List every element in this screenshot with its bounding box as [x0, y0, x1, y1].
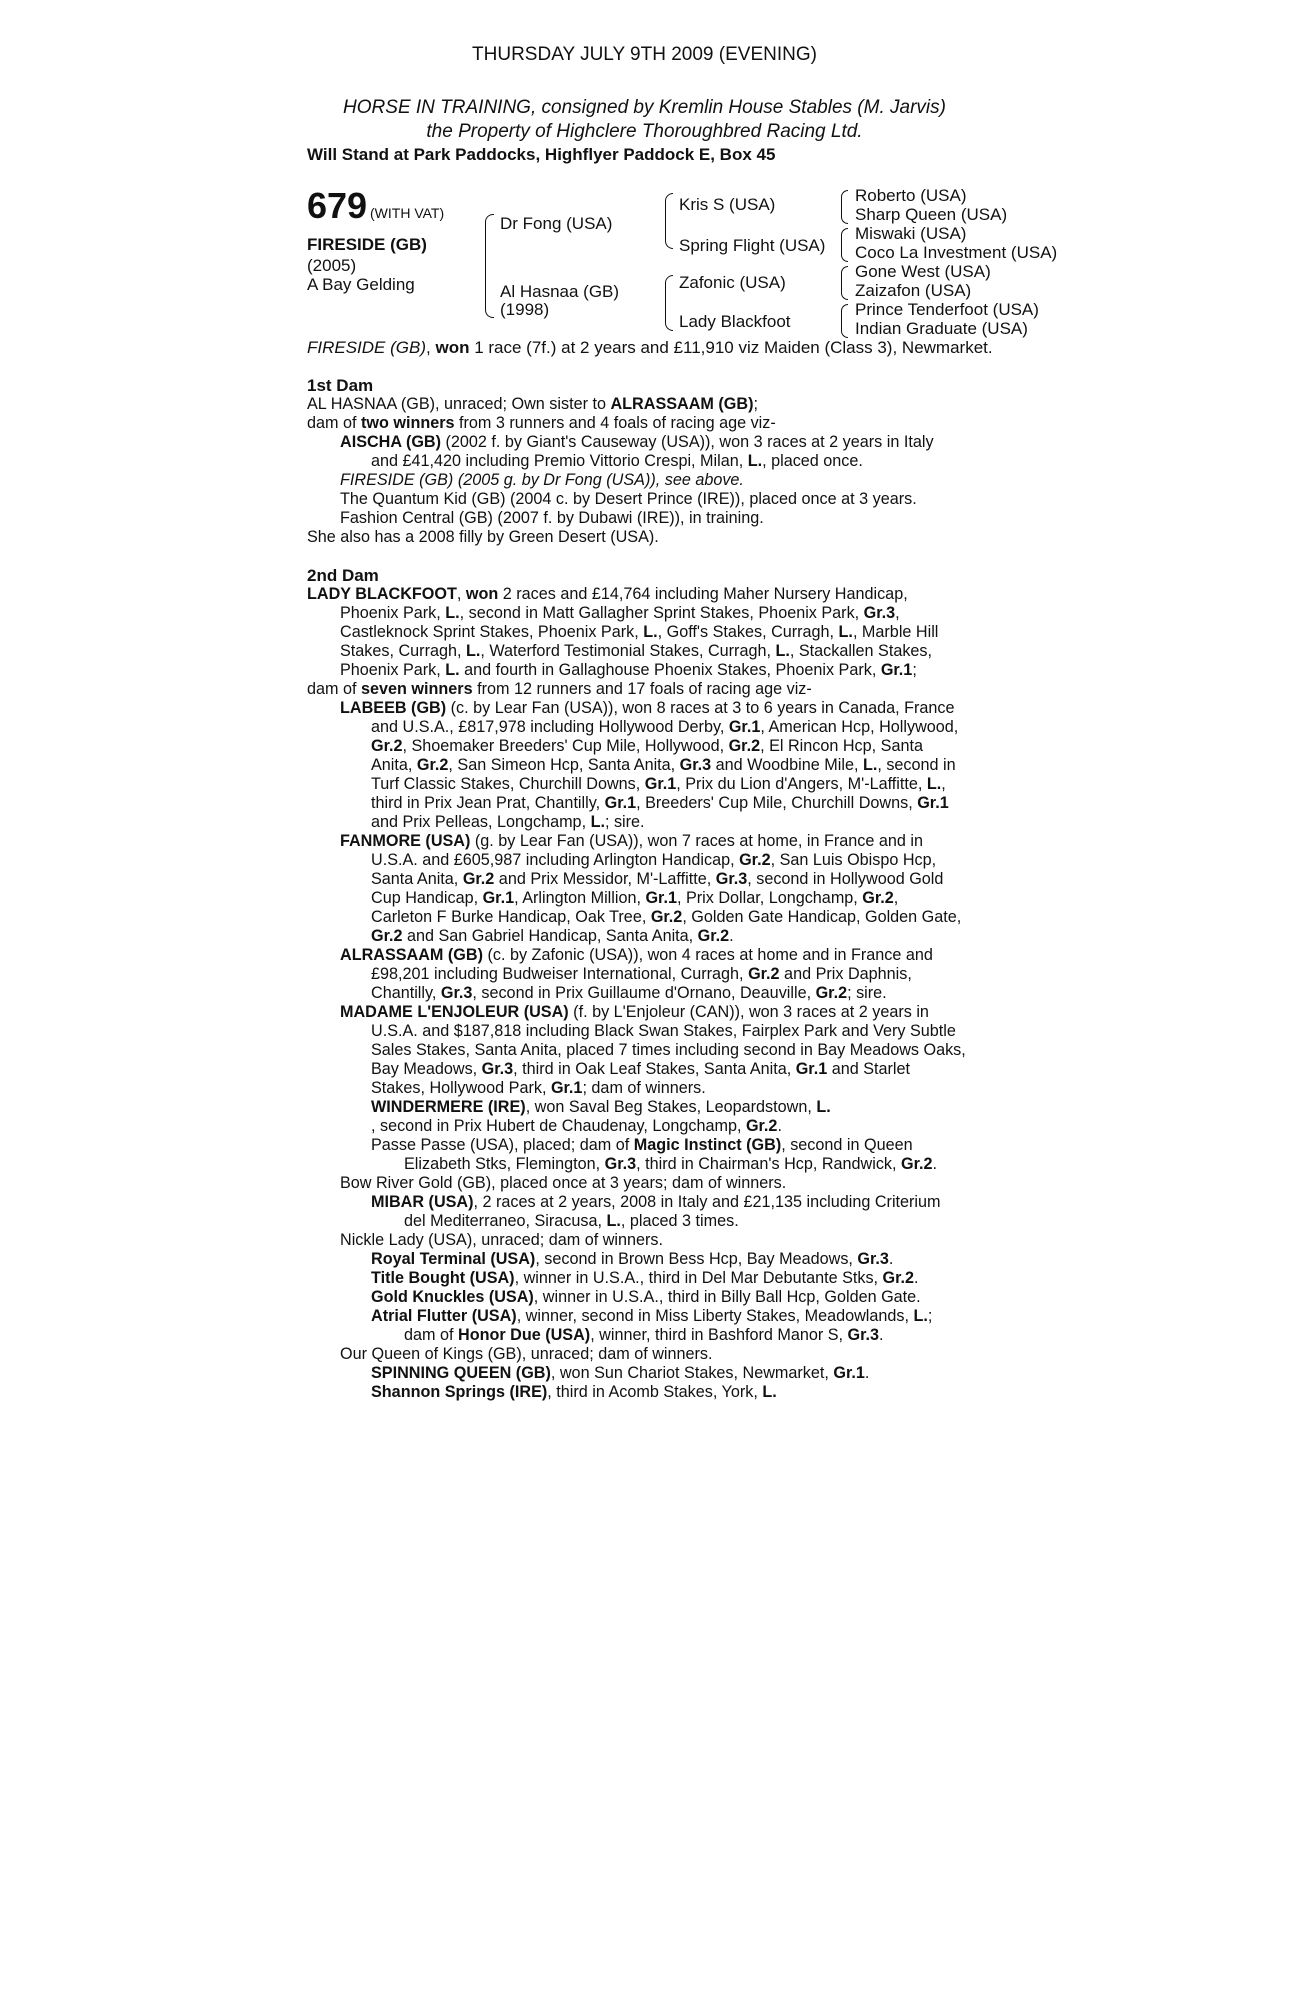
produce-passe-passe: Passe Passe (USA), placed; dam of Magic Instinct (GB), second in Queen [371, 1136, 913, 1154]
lady-blackfoot-line-4: Stakes, Curragh, L., Waterford Testimonial Stakes, Curragh, L., Stackallen Stakes, [340, 642, 933, 660]
ggp-8: Indian Graduate (USA) [855, 319, 1028, 338]
pedigree-sire-sire: Kris S (USA) [679, 195, 776, 214]
second-dam-title: 2nd Dam [307, 566, 379, 585]
produce-madame-cont: Stakes, Hollywood Park, Gr.1; dam of winners. [371, 1079, 706, 1097]
stand-location: Will Stand at Park Paddocks, Highflyer Paddock E, Box 45 [307, 145, 776, 164]
produce-madame-cont: Bay Meadows, Gr.3, third in Oak Leaf Stakes, Santa Anita, Gr.1 and Starlet [371, 1060, 911, 1078]
pedigree-dam-sire: Zafonic (USA) [679, 273, 786, 292]
brace-ggp-4 [841, 304, 848, 338]
produce-labeeb-cont: Turf Classic Stakes, Churchill Downs, Gr.1, Prix du Lion d'Angers, M'-Laffitte, L., [371, 775, 946, 793]
pedigree-sire: Dr Fong (USA) [500, 214, 613, 233]
produce-nickle-lady: Nickle Lady (USA), unraced; dam of winners. [340, 1231, 663, 1249]
produce-bow-river-gold: Bow River Gold (GB), placed once at 3 years; dam of winners. [340, 1174, 787, 1192]
produce-alrassaam-cont: £98,201 including Budweiser International, Curragh, Gr.2 and Prix Daphnis, [371, 965, 912, 983]
ggp-6: Zaizafon (USA) [855, 281, 972, 300]
brace-sire [665, 193, 673, 249]
brace-gen1 [485, 214, 494, 318]
produce-quantum-kid: The Quantum Kid (GB) (2004 c. by Desert Prince (IRE)), placed once at 3 years. [340, 490, 917, 508]
produce-gold-knuckles: Gold Knuckles (USA), winner in U.S.A., third in Billy Ball Hcp, Golden Gate. [371, 1288, 921, 1306]
produce-mibar: MIBAR (USA), 2 races at 2 years, 2008 in Italy and £21,135 including Criterium [371, 1193, 941, 1211]
produce-madame-cont: Sales Stakes, Santa Anita, placed 7 times including second in Bay Meadows Oaks, [371, 1041, 966, 1059]
produce-fanmore-cont: U.S.A. and £605,987 including Arlington Handicap, Gr.2, San Luis Obispo Hcp, [371, 851, 937, 869]
sale-date: THURSDAY JULY 9TH 2009 (EVENING) [472, 44, 817, 65]
first-dam-title: 1st Dam [307, 376, 374, 395]
pedigree-dam-year: (1998) [500, 300, 550, 319]
produce-fanmore-cont: Santa Anita, Gr.2 and Prix Messidor, M'-Laffitte, Gr.3, second in Hollywood Gold [371, 870, 944, 888]
race-summary: FIRESIDE (GB), won 1 race (7f.) at 2 years and £11,910 viz Maiden (Class 3), Newmarket. [307, 338, 993, 357]
produce-labeeb-cont: Anita, Gr.2, San Simeon Hcp, Santa Anita, Gr.3 and Woodbine Mile, L., second in [371, 756, 956, 774]
produce-atrial-flutter: Atrial Flutter (USA), winner, second in Miss Liberty Stakes, Meadowlands, L.; [371, 1307, 933, 1325]
produce-title-bought: Title Bought (USA), winner in U.S.A., third in Del Mar Debutante Stks, Gr.2. [371, 1269, 919, 1287]
produce-alrassaam-cont: Chantilly, Gr.3, second in Prix Guillaume d'Ornano, Deauville, Gr.2; sire. [371, 984, 887, 1002]
pedigree-sire-dam: Spring Flight (USA) [679, 236, 826, 255]
produce-our-queen-of-kings: Our Queen of Kings (GB), unraced; dam of winners. [340, 1345, 713, 1363]
produce-windermere-cont: , second in Prix Hubert de Chaudenay, Longchamp, Gr.2. [371, 1117, 782, 1135]
vat-note: (WITH VAT) [370, 205, 445, 221]
brace-ggp-2 [841, 228, 848, 262]
produce-alrassaam: ALRASSAAM (GB) (c. by Zafonic (USA)), won 4 races at home and in France and [340, 946, 933, 964]
produce-aischa-cont: and £41,420 including Premio Vittorio Crespi, Milan, L., placed once. [371, 452, 863, 470]
produce-passe-passe-cont: Elizabeth Stks, Flemington, Gr.3, third in Chairman's Hcp, Randwick, Gr.2. [404, 1155, 938, 1173]
produce-madame-lenjoleur: MADAME L'ENJOLEUR (USA) (f. by L'Enjoleur (CAN)), won 3 races at 2 years in [340, 1003, 929, 1021]
produce-labeeb-cont: and Prix Pelleas, Longchamp, L.; sire. [371, 813, 645, 831]
produce-labeeb-cont: Gr.2, Shoemaker Breeders' Cup Mile, Hollywood, Gr.2, El Rincon Hcp, Santa [371, 737, 923, 755]
horse-description: A Bay Gelding [307, 275, 415, 294]
lady-blackfoot-line-3: Castleknock Sprint Stakes, Phoenix Park, L., Goff's Stakes, Curragh, L., Marble Hill [340, 623, 939, 641]
ggp-3: Miswaki (USA) [855, 224, 967, 243]
produce-fanmore-cont: Gr.2 and San Gabriel Handicap, Santa Anita, Gr.2. [371, 927, 734, 945]
pedigree-dam-dam: Lady Blackfoot [679, 312, 791, 331]
lady-blackfoot-line-1: LADY BLACKFOOT, won 2 races and £14,764 including Maher Nursery Handicap, [307, 585, 908, 603]
first-dam-line: AL HASNAA (GB), unraced; Own sister to ALRASSAAM (GB); [307, 395, 758, 413]
first-dam-yearling-note: She also has a 2008 filly by Green Desert (USA). [307, 528, 659, 546]
lady-blackfoot-line-5: Phoenix Park, L. and fourth in Gallaghouse Phoenix Stakes, Phoenix Park, Gr.1; [340, 661, 917, 679]
produce-fireside: FIRESIDE (GB) (2005 g. by Dr Fong (USA)), see above. [340, 471, 744, 489]
brace-ggp-1 [841, 190, 848, 224]
brace-dam [665, 275, 673, 331]
second-dam-produce-summary: dam of seven winners from 12 runners and 17 foals of racing age viz- [307, 680, 812, 698]
ggp-7: Prince Tenderfoot (USA) [855, 300, 1039, 319]
produce-labeeb: LABEEB (GB) (c. by Lear Fan (USA)), won 8 races at 3 to 6 years in Canada, France [340, 699, 955, 717]
second-dam-section [307, 566, 972, 1402]
brace-ggp-3 [841, 266, 848, 300]
produce-aischa: AISCHA (GB) (2002 f. by Giant's Causeway (USA)), won 3 races at 2 years in Italy [340, 433, 934, 451]
produce-madame-cont: U.S.A. and $187,818 including Black Swan Stakes, Fairplex Park and Very Subtle [371, 1022, 956, 1040]
produce-spinning-queen: SPINNING QUEEN (GB), won Sun Chariot Stakes, Newmarket, Gr.1. [371, 1364, 870, 1382]
produce-fanmore-cont: Carleton F Burke Handicap, Oak Tree, Gr.2, Golden Gate Handicap, Golden Gate, [371, 908, 962, 926]
ggp-5: Gone West (USA) [855, 262, 991, 281]
first-dam-produce-summary: dam of two winners from 3 runners and 4 foals of racing age viz- [307, 414, 776, 432]
pedigree-dam: Al Hasnaa (GB) [500, 282, 620, 301]
produce-royal-terminal: Royal Terminal (USA), second in Brown Bess Hcp, Bay Meadows, Gr.3. [371, 1250, 894, 1268]
lot-number: 679 [307, 185, 368, 226]
lady-blackfoot-line-2: Phoenix Park, L., second in Matt Gallagher Sprint Stakes, Phoenix Park, Gr.3, [340, 604, 900, 622]
produce-shannon-springs: Shannon Springs (IRE), third in Acomb Stakes, York, L. [371, 1383, 777, 1401]
produce-fanmore: FANMORE (USA) (g. by Lear Fan (USA)), won 7 races at home, in France and in [340, 832, 923, 850]
first-dam-section [307, 376, 972, 547]
produce-windermere: WINDERMERE (IRE), won Saval Beg Stakes, Leopardstown, L. [371, 1098, 831, 1116]
ggp-2: Sharp Queen (USA) [855, 205, 1008, 224]
consignment-line-2: the Property of Highclere Thoroughbred Racing Ltd. [426, 121, 863, 142]
horse-year: (2005) [307, 256, 357, 275]
consignment-line-1: HORSE IN TRAINING, consigned by Kremlin House Stables (M. Jarvis) [343, 97, 946, 118]
produce-fashion-central: Fashion Central (GB) (2007 f. by Dubawi (IRE)), in training. [340, 509, 764, 527]
produce-fanmore-cont: Cup Handicap, Gr.1, Arlington Million, Gr.1, Prix Dollar, Longchamp, Gr.2, [371, 889, 899, 907]
ggp-1: Roberto (USA) [855, 186, 967, 205]
produce-atrial-flutter-cont: dam of Honor Due (USA), winner, third in Bashford Manor S, Gr.3. [404, 1326, 884, 1344]
produce-mibar-cont: del Mediterraneo, Siracusa, L., placed 3 times. [404, 1212, 739, 1230]
horse-name: FIRESIDE (GB) [307, 235, 427, 254]
ggp-4: Coco La Investment (USA) [855, 243, 1058, 262]
produce-labeeb-cont: third in Prix Jean Prat, Chantilly, Gr.1, Breeders' Cup Mile, Churchill Downs, Gr.1 [371, 794, 949, 812]
produce-labeeb-cont: and U.S.A., £817,978 including Hollywood Derby, Gr.1, American Hcp, Hollywood, [371, 718, 959, 736]
